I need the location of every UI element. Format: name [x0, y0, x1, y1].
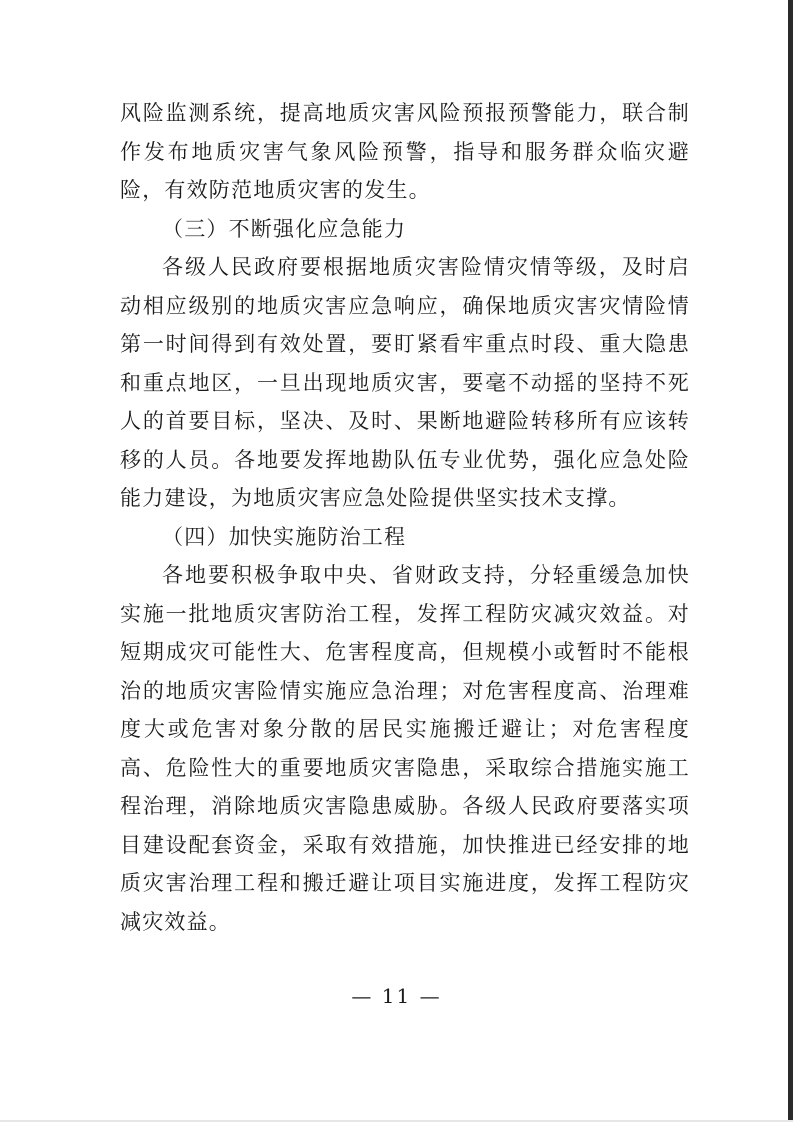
section-heading-4: （四）加快实施防治工程 [162, 524, 407, 549]
paragraph-prevention-projects: 各地要积极争取中央、省财政支持，分轻重缓急加快实施一批地质灾害防治工程，发挥工程防灾减灾效益。对短期成灾可能性大、危害程度高，但规模小或暂时不能根治的地质灾害险情实施应急治理；对危害程度高、治理难度大或危害对象分散的居民实施搬迁避让；对危害程度高、危险性大的重要地质灾害隐患，采取综合措施实施工程治理，消除地质灾害隐患威胁。各级人民政府要落实项目建设配套资金，采取有效措施，加快推进已经安排的地质灾害治理工程和搬迁避让项目实施进度，发挥工程防灾减灾效益。 [120, 563, 690, 934]
scan-edge-shadow [788, 0, 793, 1122]
section-heading-3: （三）不断强化应急能力 [162, 216, 407, 241]
page-number: — 11 — [351, 984, 442, 1008]
paragraph-emergency-capacity: 各级人民政府要根据地质灾害险情灾情等级，及时启动相应级别的地质灾害应急响应，确保地质灾害灾情险情第一时间得到有效处置，要盯紧看牢重点时段、重大隐患和重点地区，一旦出现地质灾害，要毫不动摇的坚持不死人的首要目标，坚决、及时、果断地避险转移所有应该转移的人员。各地要发挥地勘队伍专业优势，强化应急处险能力建设，为地质灾害应急处险提供坚实技术支撑。 [120, 255, 690, 510]
paragraph-continuation: 风险监测系统，提高地质灾害风险预报预警能力，联合制作发布地质灾害气象风险预警，指导和服务群众临灾避险，有效防范地质灾害的发生。 [120, 101, 690, 202]
document-body [120, 94, 690, 941]
